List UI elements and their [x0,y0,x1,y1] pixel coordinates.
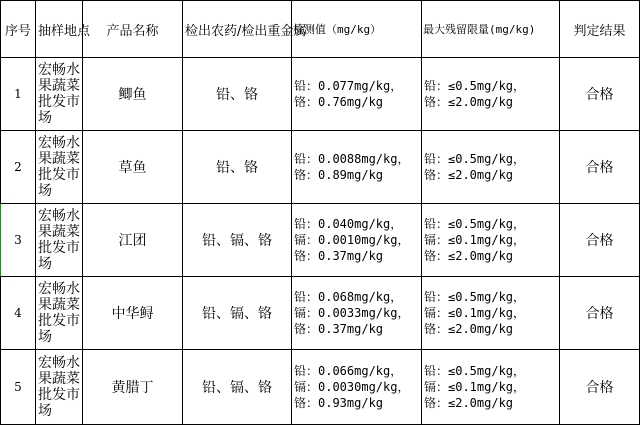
table-row [1,277,640,350]
row-result: 合格 [560,131,640,204]
header-product: 产品名称 [83,1,183,58]
row-index: 3 [1,204,36,277]
row-location-text: 宏畅水果蔬菜批发市场 [38,355,80,419]
header-index: 序号 [1,1,36,58]
limit-line: 铬：≤2.0mg/kg [424,322,514,336]
limit-line: 镉：≤0.1mg/kg， [424,306,526,320]
row-values [292,131,422,204]
header-detected: 检出农药/检出重金属 [183,1,292,58]
row-product: 鲫鱼 [83,58,183,131]
row-result: 合格 [560,350,640,425]
row-result: 合格 [560,204,640,277]
row-index: 2 [1,131,36,204]
value-line: 铬：0.37mg/kg [294,322,384,336]
row-result: 合格 [560,277,640,350]
value-line: 铬：0.37mg/kg [294,249,384,263]
table-row [1,58,640,131]
row-location [36,131,83,204]
row-index: 5 [1,350,36,425]
row-values [292,277,422,350]
row-product: 黄腊丁 [83,350,183,425]
row-limits [422,131,560,204]
value-line: 铬：0.89mg/kg [294,168,384,182]
row-product: 草鱼 [83,131,183,204]
limit-line: 铅：≤0.5mg/kg， [424,364,526,378]
row-limits [422,58,560,131]
row-location [36,350,83,425]
row-detected: 铅、镉、铬 [183,204,292,277]
row-location [36,277,83,350]
limit-line: 铅：≤0.5mg/kg， [424,217,526,231]
row-location-text: 宏畅水果蔬菜批发市场 [38,62,80,126]
value-line: 铬：0.93mg/kg [294,396,384,410]
value-line: 铅：0.077mg/kg， [294,79,403,93]
value-line: 镉：0.0030mg/kg， [294,380,410,394]
value-line: 铅：0.066mg/kg， [294,364,403,378]
row-limits [422,204,560,277]
limit-line: 铬：≤2.0mg/kg [424,396,514,410]
limit-line: 镉：≤0.1mg/kg， [424,233,526,247]
limit-line: 铅：≤0.5mg/kg， [424,290,526,304]
table-row [1,204,640,277]
row-location [36,204,83,277]
value-line: 镉：0.0010mg/kg， [294,233,410,247]
row-values [292,58,422,131]
value-line: 铬：0.76mg/kg [294,95,384,109]
row-detected: 铅、镉、铬 [183,277,292,350]
row-index: 4 [1,277,36,350]
row-product: 中华鲟 [83,277,183,350]
limit-line: 铬：≤2.0mg/kg [424,168,514,182]
header-row [1,1,640,58]
value-line: 铅：0.040mg/kg， [294,217,403,231]
row-detected: 铅、铬 [183,131,292,204]
row-limits [422,350,560,425]
table-row [1,350,640,425]
row-result: 合格 [560,58,640,131]
value-line: 铅：0.068mg/kg， [294,290,403,304]
limit-line: 镉：≤0.1mg/kg， [424,380,526,394]
row-limits [422,277,560,350]
row-location-text: 宏畅水果蔬菜批发市场 [38,135,80,199]
row-location-text: 宏畅水果蔬菜批发市场 [38,208,80,272]
value-line: 镉：0.0033mg/kg， [294,306,410,320]
limit-line: 铅：≤0.5mg/kg， [424,79,526,93]
row-detected: 铅、镉、铬 [183,350,292,425]
limit-line: 铅：≤0.5mg/kg， [424,152,526,166]
row-location [36,58,83,131]
header-limit: 最大残留限量(mg/kg) [422,1,560,58]
header-location: 抽样地点 [36,1,83,58]
header-result: 判定结果 [560,1,640,58]
row-values [292,350,422,425]
row-detected: 铅、铬 [183,58,292,131]
table-row [1,131,640,204]
row-location-text: 宏畅水果蔬菜批发市场 [38,281,80,345]
row-product: 江团 [83,204,183,277]
limit-line: 铬：≤2.0mg/kg [424,95,514,109]
header-value: 检测值（mg/kg） [292,1,422,58]
row-values [292,204,422,277]
row-index: 1 [1,58,36,131]
limit-line: 铬：≤2.0mg/kg [424,249,514,263]
value-line: 铅：0.0088mg/kg， [294,152,410,166]
